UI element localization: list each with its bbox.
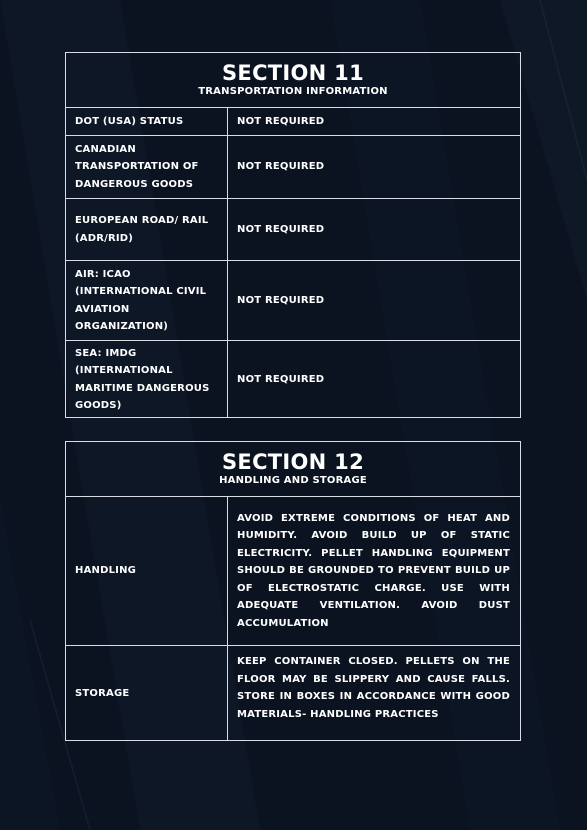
row-label-cell [66,497,228,645]
row-value-cell [228,108,520,135]
section-12-header [66,442,520,497]
row-label: AIR: ICAO (INTERNATIONAL CIVIL AVIATION ORGANIZATION) [75,268,207,332]
row-label: DOT (USA) STATUS [75,115,184,127]
row-label-cell [66,136,228,198]
row-label-cell [66,646,228,741]
row-value-cell [228,261,520,340]
section-11-subtitle: TRANSPORTATION INFORMATION [198,86,388,97]
section-11-header [66,53,520,108]
row-value-cell [228,497,520,645]
row-label: HANDLING [75,565,137,577]
table-row [66,108,520,136]
row-value: NOT REQUIRED [237,115,325,127]
row-value: KEEP CONTAINER CLOSED. PELLETS ON THE FLOOR MAY BE SLIPPERY AND CAUSE FALLS. STORE IN BOXES IN ACCORDANCE WITH GOOD MATERIALS- HANDLING PRACTICES [237,656,510,720]
row-label: SEA: IMDG (INTERNATIONAL MARITIME DANGEROUS GOODS) [75,347,210,411]
row-label-cell [66,261,228,340]
row-value: NOT REQUIRED [237,294,325,306]
row-value: NOT REQUIRED [237,373,325,385]
row-value: NOT REQUIRED [237,161,325,173]
section-11-title: SECTION 11 [222,61,364,85]
row-label-cell [66,341,228,418]
row-label: CANADIAN TRANSPORTATION OF DANGEROUS GOODS [75,143,199,190]
row-label: EUROPEAN ROAD/ RAIL (ADR/RID) [75,215,209,244]
table-row [66,261,520,341]
row-value-cell [228,646,520,741]
row-value-cell [228,199,520,260]
row-value-cell [228,136,520,198]
section-12-table [65,441,521,741]
row-label-cell [66,199,228,260]
table-row [66,497,520,646]
row-value: NOT REQUIRED [237,223,325,235]
table-row [66,136,520,199]
row-value-cell [228,341,520,418]
table-row [66,646,520,741]
section-11-table [65,52,521,418]
table-row [66,341,520,418]
section-12-subtitle: HANDLING AND STORAGE [219,475,367,486]
row-label-cell [66,108,228,135]
section-12-title: SECTION 12 [222,450,364,474]
row-label: STORAGE [75,687,130,699]
row-value: AVOID EXTREME CONDITIONS OF HEAT AND HUMIDITY. AVOID BUILD UP OF STATIC ELECTRICITY. PELLET HANDLING EQUIPMENT SHOULD BE GROUNDED TO PREVENT BUILD UP OF ELECTROSTATIC CHARGE. USE WITH ADEQUATE VENTILATION. AVOID DUST ACCUMULATION [237,512,510,629]
table-row [66,199,520,261]
